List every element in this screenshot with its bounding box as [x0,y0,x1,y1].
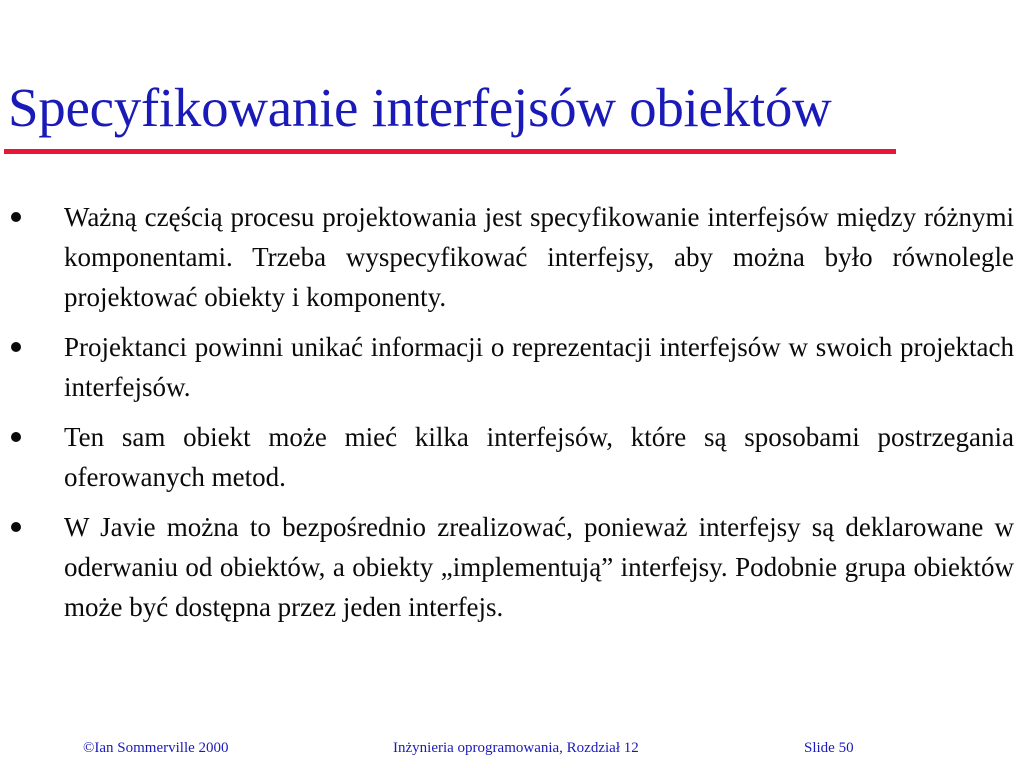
bullet-item [0,417,1024,497]
footer-course: Inżynieria oprogramowania, Rozdział 12 [393,740,639,756]
title-underline [4,149,896,154]
bullet-text: Ważną częścią procesu projektowania jest specyfikowanie interfejsów między różnymi komponentami. Trzeba wyspecyfikować interfejsy, aby można było równolegle projektować obiekty i komponenty. [64,202,1014,312]
bullet-dot-icon [11,342,21,352]
bullet-list [0,197,1024,637]
bullet-text: Ten sam obiekt może mieć kilka interfejsów, które są sposobami postrzegania oferowanych metod. [64,422,1014,492]
bullet-text: W Javie można to bezpośrednio zrealizować, ponieważ interfejsy są deklarowane w oderwaniu od obiektów, a obiekty „implementują” interfejsy. Podobnie grupa obiektów może być dostępna przez jeden interfejs. [64,512,1014,622]
slide-title: Specyfikowanie interfejsów obiektów [8,77,832,138]
footer-slide-number: Slide 50 [804,740,854,756]
bullet-dot-icon [11,212,21,222]
bullet-dot-icon [11,432,21,442]
footer-copyright: ©Ian Sommerville 2000 [83,740,229,756]
bullet-item [0,327,1024,407]
bullet-item [0,197,1024,317]
bullet-dot-icon [11,522,21,532]
bullet-item [0,507,1024,627]
bullet-text: Projektanci powinni unikać informacji o reprezentacji interfejsów w swoich projektach interfejsów. [64,332,1014,402]
